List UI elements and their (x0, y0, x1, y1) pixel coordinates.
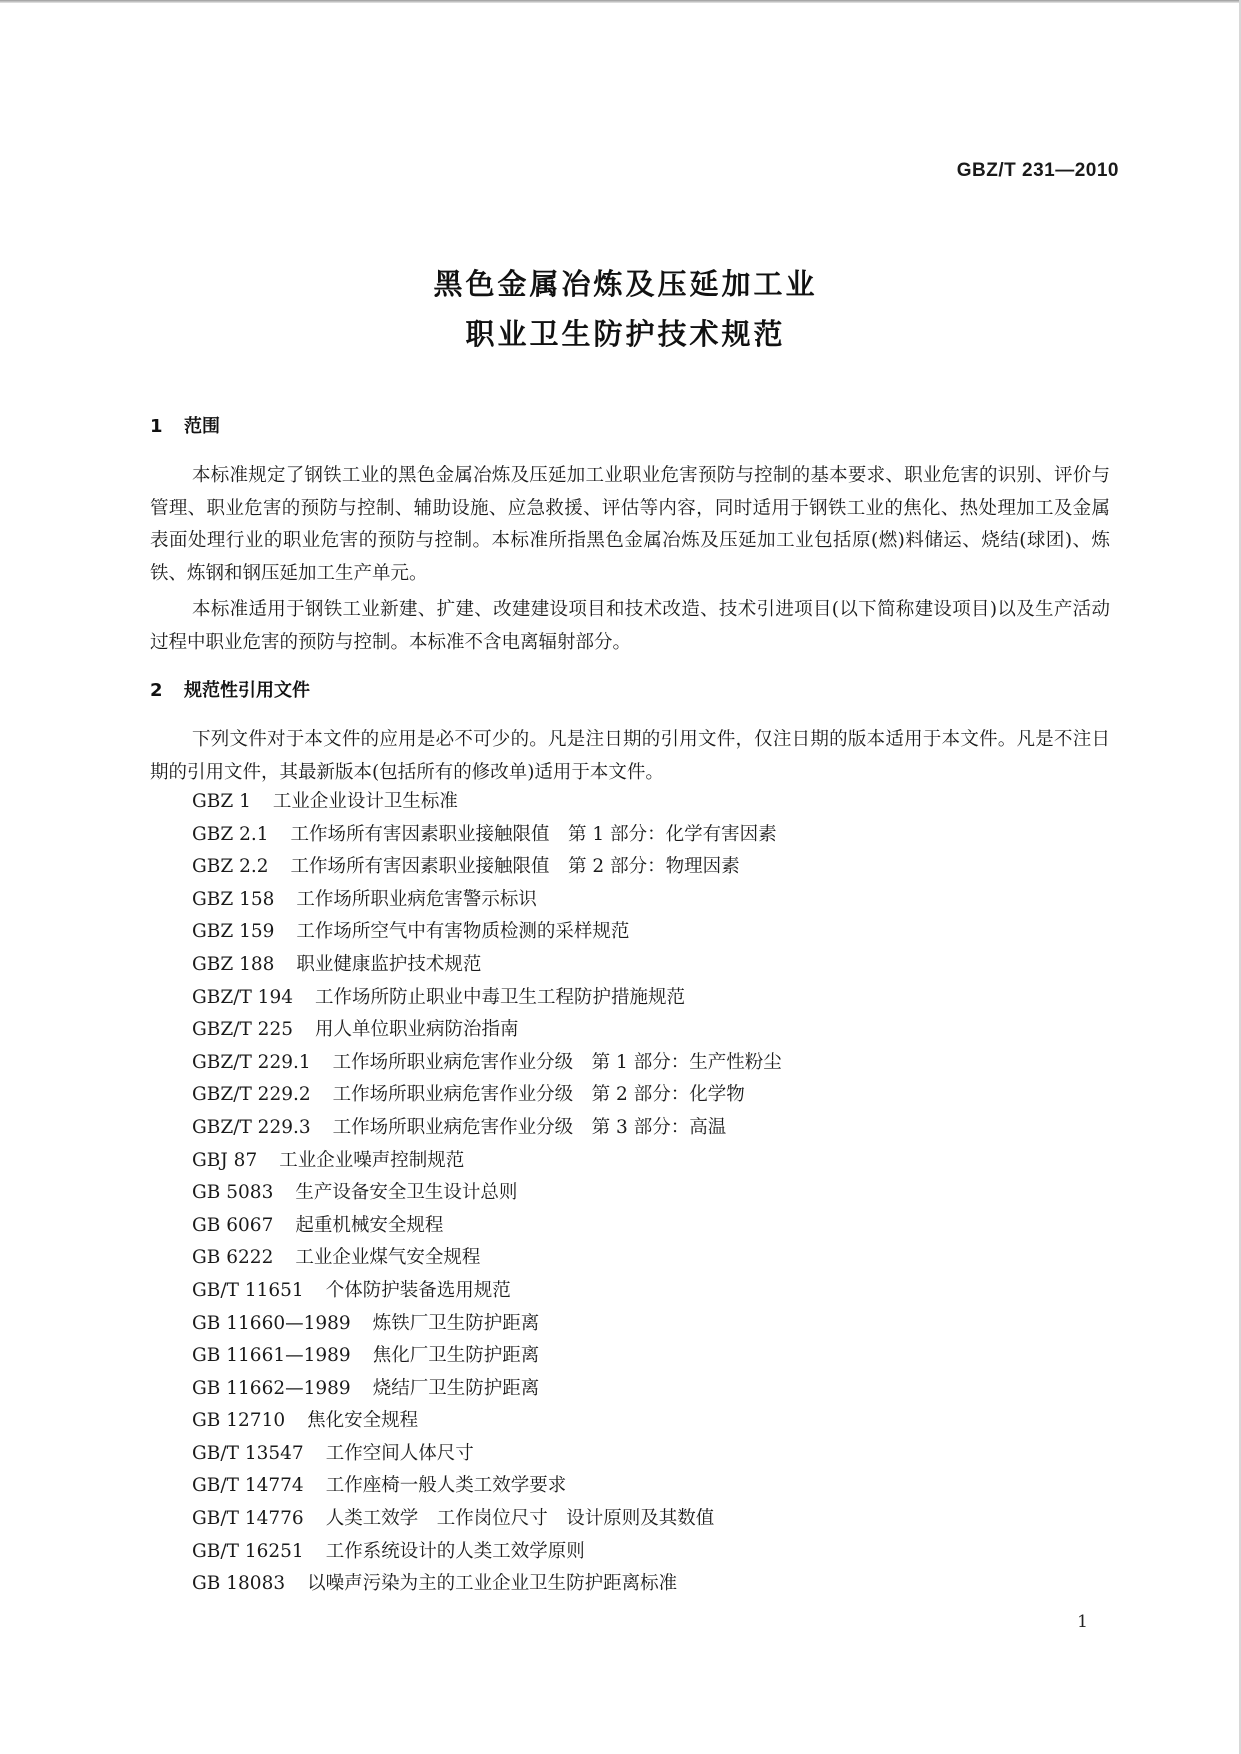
reference-item (192, 1340, 782, 1373)
reference-title: 炼铁厂卫生防护距离 (372, 1312, 540, 1334)
reference-item (192, 1438, 782, 1471)
reference-code: GBZ/T 229.3 (192, 1116, 311, 1138)
reference-list (192, 786, 782, 1601)
reference-item (192, 1014, 782, 1047)
reference-item (192, 819, 782, 852)
reference-code: GBZ/T 225 (192, 1019, 293, 1041)
reference-title: 工作座椅一般人类工效学要求 (325, 1475, 567, 1497)
reference-item (192, 851, 782, 884)
reference-item (192, 1210, 782, 1243)
scope-paragraph-1: 本标准规定了钢铁工业的黑色金属冶炼及压延加工业职业危害预防与控制的基本要求、职业危害的识别、评价与管理、职业危害的预防与控制、辅助设施、应急救援、评估等内容，同时适用于钢铁工业的焦化、热处理加工及金属表面处理行业的职业危害的预防与控制。本标准所指黑色金属冶炼及压延加工业包括原(燃)料储运、烧结(球团)、炼铁、炼钢和钢压延加工生产单元。 (150, 465, 1110, 584)
reference-code: GB 5083 (192, 1182, 274, 1204)
section-number: 1 (150, 416, 163, 437)
reference-code: GBZ 158 (192, 888, 275, 910)
reference-code: GBZ 2.1 (192, 823, 269, 845)
document-title-line-2: 职业卫生防护技术规范 (465, 317, 786, 351)
reference-title: 工作系统设计的人类工效学原则 (325, 1540, 585, 1562)
reference-item (192, 1536, 782, 1569)
reference-code: GB/T 16251 (192, 1540, 304, 1562)
reference-item (192, 1568, 782, 1601)
reference-item (192, 1275, 782, 1308)
reference-item (192, 1242, 782, 1275)
reference-item (192, 1047, 782, 1080)
section-1-heading (150, 412, 220, 438)
reference-title: 工作场所职业病危害警示标识 (296, 888, 537, 910)
reference-code: GB 11660—1989 (192, 1312, 351, 1334)
reference-title: 工作场所职业病危害作业分级 第 1 部分：生产性粉尘 (332, 1051, 782, 1073)
reference-title: 生产设备安全卫生设计总则 (295, 1182, 518, 1204)
reference-code: GBZ/T 229.1 (192, 1051, 311, 1073)
reference-code: GB/T 14774 (192, 1475, 304, 1497)
reference-title: 工作场所职业病危害作业分级 第 3 部分：高温 (332, 1116, 727, 1138)
reference-item (192, 1112, 782, 1145)
reference-item (192, 1373, 782, 1406)
reference-code: GB 11662—1989 (192, 1377, 351, 1399)
reference-title: 人类工效学 工作岗位尺寸 设计原则及其数值 (325, 1508, 715, 1530)
reference-title: 工业企业煤气安全规程 (295, 1247, 481, 1269)
reference-title: 工作空间人体尺寸 (325, 1442, 474, 1464)
reference-item (192, 1503, 782, 1536)
standard-code: GBZ/T 231—2010 (956, 160, 1119, 181)
reference-code: GB/T 14776 (192, 1508, 304, 1530)
reference-title: 职业健康监护技术规范 (296, 953, 482, 975)
normative-references-intro: 下列文件对于本文件的应用是必不可少的。凡是注日期的引用文件，仅注日期的版本适用于本文件。凡是不注日期的引用文件，其最新版本(包括所有的修改单)适用于本文件。 (150, 729, 1110, 783)
section-title: 规范性引用文件 (184, 680, 310, 701)
section-number: 2 (150, 680, 163, 701)
reference-code: GBZ/T 229.2 (192, 1084, 311, 1106)
reference-title: 工作场所空气中有害物质检测的采样规范 (296, 921, 630, 943)
reference-code: GB 12710 (192, 1410, 286, 1432)
reference-item (192, 1177, 782, 1210)
reference-item (192, 949, 782, 982)
reference-code: GB 11661—1989 (192, 1345, 351, 1367)
scan-edge-top (0, 0, 1241, 3)
reference-title: 工作场所职业病危害作业分级 第 2 部分：化学物 (332, 1084, 745, 1106)
reference-code: GB/T 11651 (192, 1279, 304, 1301)
section-title: 范围 (184, 416, 220, 437)
reference-title: 用人单位职业病防治指南 (315, 1019, 519, 1041)
page-number: 1 (1077, 1612, 1088, 1632)
reference-title: 焦化安全规程 (307, 1410, 419, 1432)
reference-code: GBZ/T 194 (192, 986, 293, 1008)
reference-item (192, 1308, 782, 1341)
scope-paragraph-2: 本标准适用于钢铁工业新建、扩建、改建建设项目和技术改造、技术引进项目(以下简称建设项目)以及生产活动过程中职业危害的预防与控制。本标准不含电离辐射部分。 (150, 599, 1110, 653)
reference-code: GBZ 159 (192, 921, 275, 943)
reference-title: 以噪声污染为主的工业企业卫生防护距离标准 (307, 1573, 678, 1595)
reference-title: 起重机械安全规程 (295, 1214, 444, 1236)
reference-title: 烧结厂卫生防护距离 (372, 1377, 540, 1399)
reference-title: 工作场所有害因素职业接触限值 第 1 部分：化学有害因素 (290, 823, 777, 845)
reference-title: 焦化厂卫生防护距离 (372, 1345, 540, 1367)
document-title-line-1: 黑色金属冶炼及压延加工业 (433, 267, 818, 301)
section-2-heading (150, 676, 310, 702)
reference-title: 工作场所有害因素职业接触限值 第 2 部分：物理因素 (290, 856, 740, 878)
reference-code: GB/T 13547 (192, 1442, 304, 1464)
reference-code: GBZ 2.2 (192, 856, 269, 878)
reference-item (192, 1079, 782, 1112)
reference-code: GBJ 87 (192, 1149, 258, 1171)
reference-code: GB 6222 (192, 1247, 274, 1269)
reference-item (192, 1470, 782, 1503)
reference-code: GB 18083 (192, 1573, 286, 1595)
reference-code: GBZ 188 (192, 953, 275, 975)
reference-item (192, 982, 782, 1015)
reference-title: 工业企业设计卫生标准 (272, 791, 458, 812)
reference-title: 工业企业噪声控制规范 (279, 1149, 465, 1171)
reference-title: 个体防护装备选用规范 (325, 1279, 511, 1301)
reference-item (192, 1145, 782, 1178)
reference-item (192, 916, 782, 949)
reference-item (192, 786, 782, 819)
reference-code: GBZ 1 (192, 791, 251, 812)
reference-code: GB 6067 (192, 1214, 274, 1236)
reference-title: 工作场所防止职业中毒卫生工程防护措施规范 (315, 986, 686, 1008)
reference-item (192, 884, 782, 917)
reference-item (192, 1405, 782, 1438)
